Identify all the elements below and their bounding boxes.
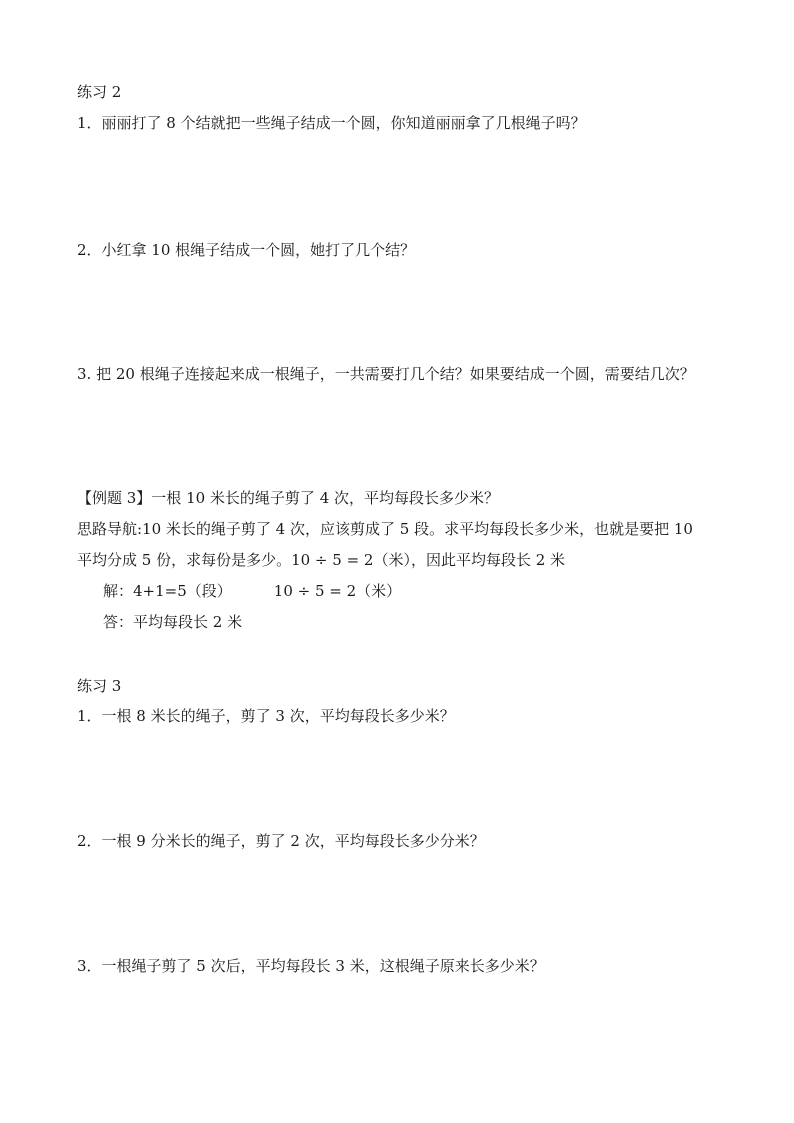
practice-3-question-1: 1．一根 8 米长的绳子，剪了 3 次，平均每段长多少米？ xyxy=(77,707,455,725)
practice-2-heading: 练习 2 xyxy=(77,83,122,101)
example-3-solution xyxy=(103,581,401,601)
example-3-hint-line-2: 平均分成 5 份，求每份是多少。10 ÷ 5 = 2（米），因此平均每段长 2 米 xyxy=(77,551,566,569)
practice-3-heading: 练习 3 xyxy=(77,677,122,695)
practice-2-question-3: 3. 把 20 根绳子连接起来成一根绳子，一共需要打几个结？如果要结成一个圆，需要结几次？ xyxy=(77,365,695,383)
solution-step-2: 10 ÷ 5 = 2（米） xyxy=(273,582,402,600)
practice-2-question-2: 2．小红拿 10 根绳子结成一个圆，她打了几个结？ xyxy=(77,241,416,259)
practice-3-question-3: 3．一根绳子剪了 5 次后，平均每段长 3 米，这根绳子原来长多少米？ xyxy=(77,957,545,975)
example-3-hint-line-1: 思路导航:10 米长的绳子剪了 4 次，应该剪成了 5 段。求平均每段长多少米，也就是要把 10 xyxy=(77,520,693,538)
example-3-answer: 答：平均每段长 2 米 xyxy=(103,613,243,631)
practice-2-question-1: 1．丽丽打了 8 个结就把一些绳子结成一个圆，你知道丽丽拿了几根绳子吗？ xyxy=(77,114,586,132)
solution-step-1: 解：4+1=5（段） xyxy=(103,582,232,600)
example-3-title: 【例题 3】一根 10 米长的绳子剪了 4 次，平均每段长多少米？ xyxy=(77,489,500,507)
practice-3-question-2: 2．一根 9 分米长的绳子，剪了 2 次，平均每段长多少分米？ xyxy=(77,832,485,850)
